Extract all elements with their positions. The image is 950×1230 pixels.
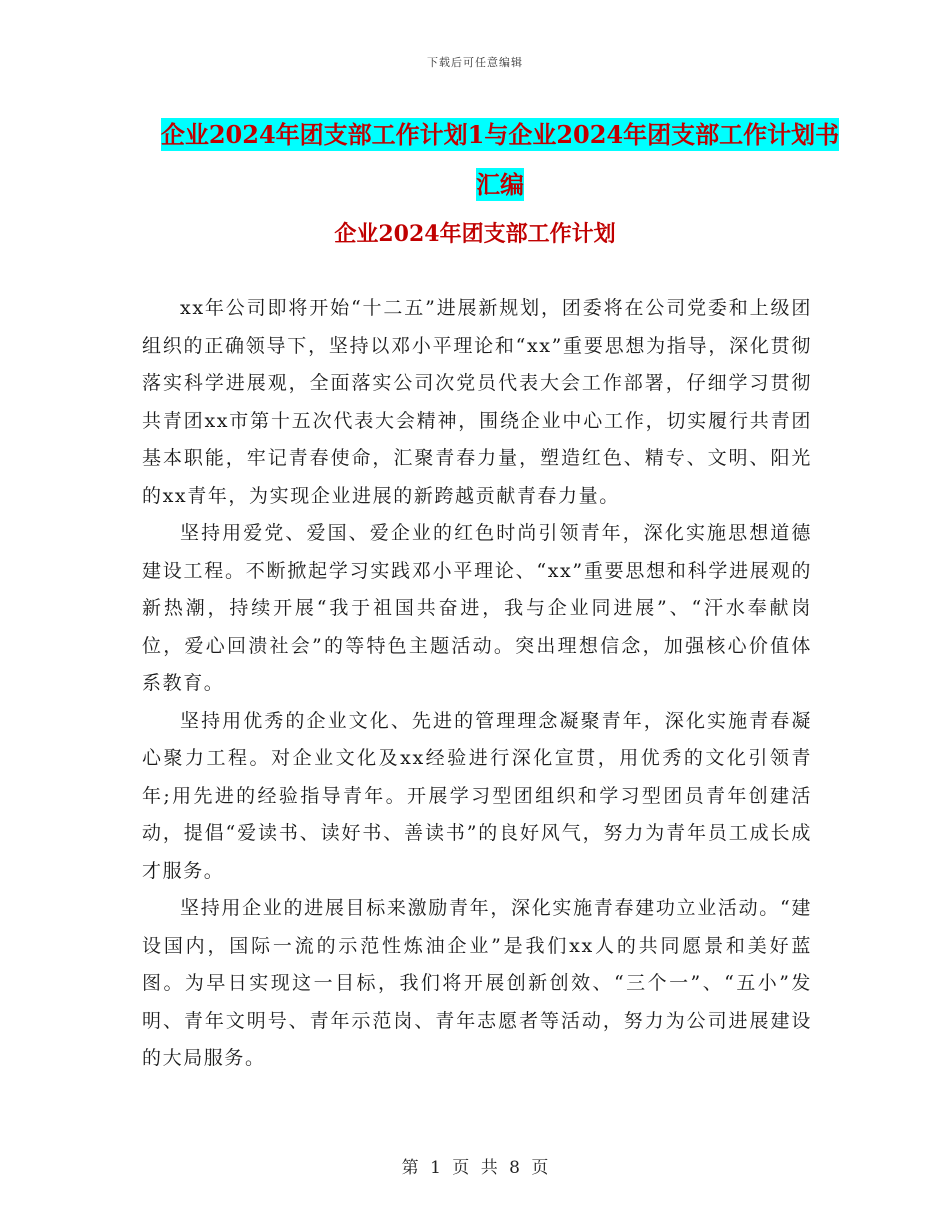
document-title	[150, 110, 850, 210]
paragraph: xx年公司即将开始“十二五”进展新规划，团委将在公司党委和上级团组织的正确领导下，坚持以邓小平理论和“xx”重要思想为指导，深化贯彻落实科学进展观，全面落实公司次党员代表大会工作部署，仔细学习贯彻共青团xx市第十五次代表大会精神，围绕企业中心工作，切实履行共青团基本职能，牢记青春使命，汇聚青春力量，塑造红色、精专、文明、阳光的xx青年，为实现企业进展的新跨越贡献青春力量。	[142, 297, 812, 507]
paragraph: 坚持用优秀的企业文化、先进的管理理念凝聚青年，深化实施青春凝心聚力工程。对企业文化及xx经验进行深化宣贯，用优秀的文化引领青年;用先进的经验指导青年。开展学习型团组织和学习型团员青年创建活动，提倡“爱读书、读好书、善读书”的良好风气，努力为青年员工成长成才服务。	[142, 709, 812, 882]
page-footer: 第 1 页 共 8 页	[401, 1158, 549, 1178]
paragraph: 坚持用爱党、爱国、爱企业的红色时尚引领青年，深化实施思想道德建设工程。不断掀起学习实践邓小平理论、“xx”重要思想和科学进展观的新热潮，持续开展“我于祖国共奋进，我与企业同进展”、“汗水奉献岗位，爱心回溃社会”的等特色主题活动。突出理想信念，加强核心价值体系教育。	[142, 522, 812, 694]
section-title: 企业2024年团支部工作计划	[334, 221, 616, 247]
document-title-text: 企业2024年团支部工作计划1与企业2024年团支部工作计划书汇编	[160, 120, 840, 199]
header-note: 下载后可任意编辑	[427, 56, 523, 69]
body-text	[142, 290, 812, 1078]
paragraph: 坚持用企业的进展目标来激励青年，深化实施青春建功立业活动。“建设国内，国际一流的示范性炼油企业”是我们xx人的共同愿景和美好蓝图。为早日实现这一目标，我们将开展创新创效、“三个一”、“五小”发明、青年文明号、青年示范岗、青年志愿者等活动，努力为公司进展建设的大局服务。	[142, 897, 812, 1069]
